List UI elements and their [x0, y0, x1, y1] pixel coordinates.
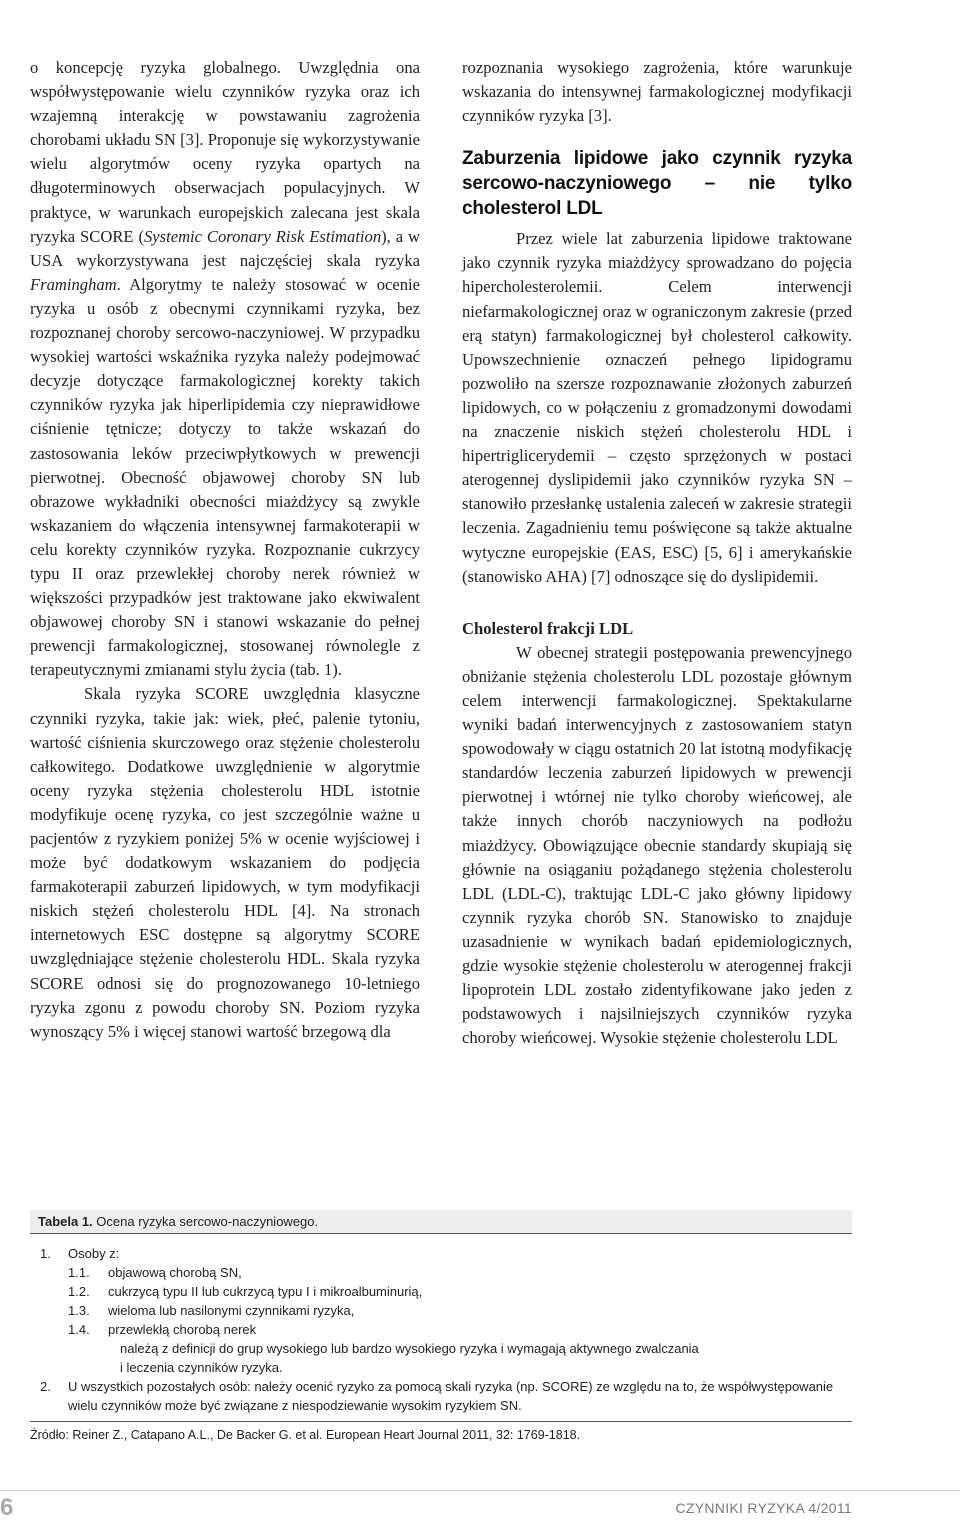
subitem-text: wieloma lub nasilonymi czynnikami ryzyka, — [108, 1303, 355, 1318]
table-subitem — [40, 1263, 842, 1282]
table-item-1 — [40, 1244, 842, 1263]
subitem-number: 1.3. — [68, 1303, 90, 1318]
table-caption: Ocena ryzyka sercowo-naczyniowego. — [92, 1214, 319, 1229]
table-title — [30, 1210, 852, 1234]
page-number: 6 — [0, 1494, 14, 1521]
item-text: U wszystkich pozostałych osób: należy ocenić ryzyko za pomocą skali ryzyka (np. SCORE) ze względu na to, że współwystępowanie wielu czynników może być związane z niespodziewanie wysokim ryzykiem SN. — [68, 1379, 834, 1413]
left-paragraph-1 — [30, 56, 420, 682]
table-body — [30, 1234, 852, 1422]
item-number: 2. — [40, 1379, 51, 1394]
subitem-text: przewlekłą chorobą nerek — [108, 1322, 257, 1337]
table-1 — [30, 1210, 852, 1442]
subitem-text: cukrzycą typu II lub cukrzycą typu I i mikroalbuminurią, — [108, 1284, 423, 1299]
right-paragraph-1: rozpoznania wysokiego zagrożenia, które warunkuje wskazania do intensywnej farmakologicznej modyfikacji czynników ryzyka [3]. — [462, 58, 852, 126]
italic-term: Framingham — [30, 274, 117, 294]
right-paragraph-2: Przez wiele lat zaburzenia lipidowe traktowane jako czynnik ryzyka miażdżycy sprowadzano do pojęcia hipercholesterolemii. Celem interwencji niefarmakologicznej oraz w ograniczonym zakresie (przed erą statyn) farmakologicznej był cholesterol całkowity. Upowszechnienie oznaczeń pełnego lipidogramu pozwoliło na szersze rozpoznawanie złożonych zaburzeń lipidowych, co w połączeniu z gromadzonymi dowodami na znaczenie niskich stężeń cholesterolu HDL i hipertriglicerydemii – często sprzężonych w postaci aterogennej dyslipidemii jako czynników ryzyka SN – stanowiło przesłankę ustalenia zaleceń w zakresie strategii leczenia. Zagadnieniu temu poświęcone są także aktualne wytyczne europejskie (EAS, ESC) [5, 6] i amerykańskie (stanowisko AHA) [7] odnoszące się do dyslipidemii. — [462, 229, 852, 586]
table-item-2 — [40, 1377, 842, 1415]
table-note-line-2: i leczenia czynników ryzyka. — [120, 1360, 283, 1375]
subitem-number: 1.2. — [68, 1284, 90, 1299]
table-label: Tabela 1. — [38, 1214, 93, 1229]
right-paragraph-3: W obecnej strategii postępowania prewencyjnego obniżanie stężenia cholesterolu LDL pozostaje głównym celem interwencji farmakologicznej. Spektakularne wyniki badań interwencyjnych z zastosowaniem statyn spowodowały w ciągu ostatnich 20 lat istotną modyfikację standardów leczenia zaburzeń lipidowych w prewencji pierwotnej i wtórnej nie tylko choroby wieńcowej, ale także innych chorób naczyniowych na podłożu miażdżycy. Obowiązujące obecnie standardy skupiają się głównie na osiąganiu pożądanego stężenia cholesterolu LDL (LDL-C), traktując LDL-C jako główny lipidowy czynnik ryzyka chorób SN. Stanowisko to znajduje uzasadnienie w wynikach badań epidemiologicznych, gdzie wysokie stężenie cholesterolu w aterogennej frakcji lipoprotein LDL zostało zidentyfikowane jako jeden z podstawowych i najsilniejszych czynników ryzyka choroby wieńcowej. Wysokie stężenie cholesterolu LDL — [462, 642, 852, 1048]
subitem-text: objawową chorobą SN, — [108, 1265, 242, 1280]
right-column — [462, 56, 852, 1050]
text-run: o koncepcję ryzyka globalnego. Uwzględnia ona współwystępowanie wielu czynników ryzyka oraz ich wzajemną interakcję w powstawaniu zagrożenia chorobami układu SN [3]. Proponuje się wykorzystywanie wielu algorytmów oceny ryzyka opartych na długoterminowych obserwacjach populacyjnych. W praktyce, w warunkach europejskich zalecana jest skala ryzyka SCORE ( — [30, 58, 420, 246]
item-number: 1. — [40, 1246, 51, 1261]
text-run: . Algorytmy te należy stosować w ocenie ryzyka u osób z obecnymi czynnikami ryzyka, bez rozpoznanej choroby sercowo-naczyniowej. W przypadku wysokiej wartości wskaźnika ryzyka należy podejmować decyzje dotyczące farmakologicznej korekty takich czynników ryzyka jak hiperlipidemia czy nieprawidłowe ciśnienie tętnicze; dotyczy to także wskazań do zastosowania leków przeciwpłytkowych w prewencji pierwotnej. Obecność objawowej choroby SN lub obrazowe wykładniki obecności miażdżycy są zwykle wskazaniem do włączenia intensywnej farmakoterapii w celu korekty czynników ryzyka. Rozpoznanie cukrzycy typu II oraz przewlekłej choroby nerek również w większości przypadków jest traktowane jako ekwiwalent objawowej choroby SN i stanowi wskazanie do pełnej prewencji farmakologicznej, stosowanej równolegle z terapeutycznymi zmianami stylu życia (tab. 1). — [30, 274, 420, 680]
table-source: Źródło: Reiner Z., Catapano A.L., De Backer G. et al. European Heart Journal 2011, 32: 1769-1818. — [30, 1428, 581, 1442]
subitem-number: 1.4. — [68, 1322, 90, 1337]
footer-divider — [0, 1490, 960, 1491]
left-paragraph-2: Skala ryzyka SCORE uwzględnia klasyczne czynniki ryzyka, takie jak: wiek, płeć, palenie tytoniu, wartość ciśnienia skurczowego oraz stężenie cholesterolu całkowitego. Dodatkowe uwzględnienie w algorytmie oceny ryzyka stężenia cholesterolu HDL istotnie modyfikuje ocenę ryzyka, co jest szczególnie ważne u pacjentów z ryzykiem poniżej 5% w ocenie wyjściowej i może być dodatkowym wskazaniem do podjęcia farmakoterapii zaburzeń lipidowych, w tym modyfikacji niskich stężeń cholesterolu HDL [4]. Na stronach internetowych ESC dostępne są algorytmy SCORE uwzględniające stężenie cholesterolu HDL. Skala ryzyka SCORE odnosi się do prognozowanego 10-letniego ryzyka zgonu z powodu choroby SN. Poziom ryzyka wynoszący 5% i więcej stanowi wartość brzegową dla — [30, 684, 420, 1041]
table-subitem — [40, 1320, 842, 1339]
subitem-number: 1.1. — [68, 1265, 90, 1280]
text-run: ), a w USA wykorzystywana jest najczęściej skala ryzyka — [30, 226, 420, 270]
journal-footer: CZYNNIKI RYZYKA 4/2011 — [675, 1500, 852, 1516]
item-text: Osoby z: — [68, 1246, 120, 1261]
section-heading-lipid-disorders: Zaburzenia lipidowe jako czynnik ryzyka sercowo-naczyniowego – nie tylko cholesterol LDL — [462, 148, 852, 220]
left-column — [30, 56, 420, 1044]
table-subitem — [40, 1301, 842, 1320]
italic-term: Systemic Coronary Risk Estimation — [143, 226, 382, 246]
section-heading-ldl: Cholesterol frakcji LDL — [462, 618, 634, 638]
table-subitem — [40, 1282, 842, 1301]
table-note-line-1: należą z definicji do grup wysokiego lub bardzo wysokiego ryzyka i wymagają aktywnego zwalczania — [120, 1341, 699, 1356]
